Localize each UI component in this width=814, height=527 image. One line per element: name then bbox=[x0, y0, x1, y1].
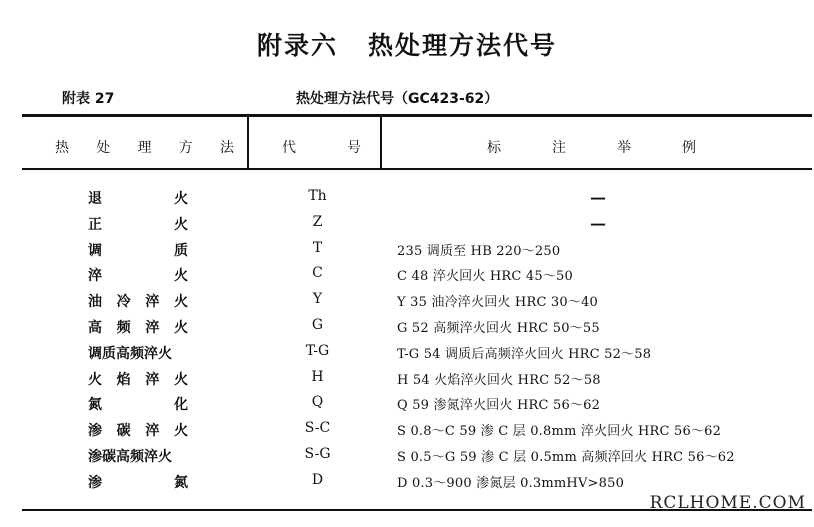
code-cell: G bbox=[311, 317, 324, 333]
example-cell: T-G 54 调质后高频淬火回火 HRC 52～58 bbox=[397, 346, 652, 362]
table-row bbox=[0, 188, 814, 214]
example-cell: D 0.3～900 渗氮层 0.3mmHV>850 bbox=[397, 475, 625, 491]
header-method: 热 处 理 方 法 bbox=[55, 140, 235, 156]
method-cell: 渗 氮 bbox=[88, 474, 188, 491]
table-row bbox=[0, 420, 814, 446]
example-cell: H 54 火焰淬火回火 HRC 52～58 bbox=[397, 372, 601, 388]
method-cell: 渗 碳 淬 火 bbox=[88, 423, 188, 440]
method-cell: 调 质 bbox=[88, 242, 188, 259]
method-cell: 退 火 bbox=[88, 191, 188, 207]
code-cell: Z bbox=[312, 213, 323, 230]
method-cell: 淬 火 bbox=[88, 268, 188, 285]
code-cell: Y bbox=[312, 291, 323, 308]
appendix-number: 附录六 bbox=[256, 31, 338, 60]
code-cell: Q bbox=[311, 394, 324, 411]
table-row bbox=[0, 214, 814, 240]
method-cell: 油 冷 淬 火 bbox=[88, 294, 188, 311]
code-cell: C bbox=[312, 265, 323, 282]
table-row bbox=[0, 446, 814, 472]
header-divider-1 bbox=[247, 117, 249, 168]
example-cell: S 0.8～C 59 渗 C 层 0.8mm 淬火回火 HRC 56～62 bbox=[397, 424, 722, 440]
appendix-title: 热处理方法代号 bbox=[368, 31, 558, 60]
code-cell: S-C bbox=[304, 420, 331, 437]
table-row bbox=[0, 240, 814, 266]
table-row bbox=[0, 343, 814, 369]
example-cell: 235 调质至 HB 220～250 bbox=[397, 243, 561, 259]
table-row bbox=[0, 291, 814, 317]
watermark: RCLHOME.COM bbox=[649, 493, 806, 513]
header-code: 代 号 bbox=[282, 140, 362, 156]
method-cell: 火 焰 淬 火 bbox=[88, 371, 188, 388]
table-row bbox=[0, 369, 814, 395]
example-cell: S 0.5～G 59 渗 C 层 0.5mm 高频淬回火 HRC 56～62 bbox=[397, 450, 735, 465]
code-cell: S-G bbox=[304, 446, 331, 462]
table-number: 附表 27 bbox=[62, 91, 115, 107]
header-bottom-rule bbox=[22, 168, 812, 170]
table-row bbox=[0, 317, 814, 343]
method-cell: 渗碳高频淬火 bbox=[88, 449, 172, 465]
example-cell: Q 59 渗氮淬火回火 HRC 56～62 bbox=[397, 398, 601, 414]
example-cell: G 52 高频淬火回火 HRC 50～55 bbox=[397, 321, 600, 336]
header-divider-2 bbox=[380, 117, 382, 168]
table-caption: 热处理方法代号（GC423-62） bbox=[296, 91, 499, 107]
code-cell: D bbox=[311, 471, 324, 488]
header-example: 标 注 举 例 bbox=[487, 140, 697, 156]
method-cell: 氮 化 bbox=[88, 397, 188, 414]
page-title bbox=[0, 26, 814, 62]
code-cell: T bbox=[312, 239, 323, 256]
example-cell: Y 35 油冷淬火回火 HRC 30～40 bbox=[397, 295, 599, 311]
example-cell: — bbox=[590, 188, 606, 207]
method-cell: 高 频 淬 火 bbox=[88, 320, 188, 336]
code-cell: H bbox=[311, 368, 324, 385]
table-top-rule bbox=[22, 114, 812, 117]
method-cell: 调质高频淬火 bbox=[88, 345, 172, 362]
example-cell: — bbox=[590, 213, 606, 233]
table-row bbox=[0, 394, 814, 420]
method-cell: 正 火 bbox=[88, 216, 188, 233]
table-row bbox=[0, 265, 814, 291]
code-cell: T-G bbox=[305, 342, 330, 359]
code-cell: Th bbox=[308, 188, 327, 204]
example-cell: C 48 淬火回火 HRC 45～50 bbox=[397, 269, 573, 285]
